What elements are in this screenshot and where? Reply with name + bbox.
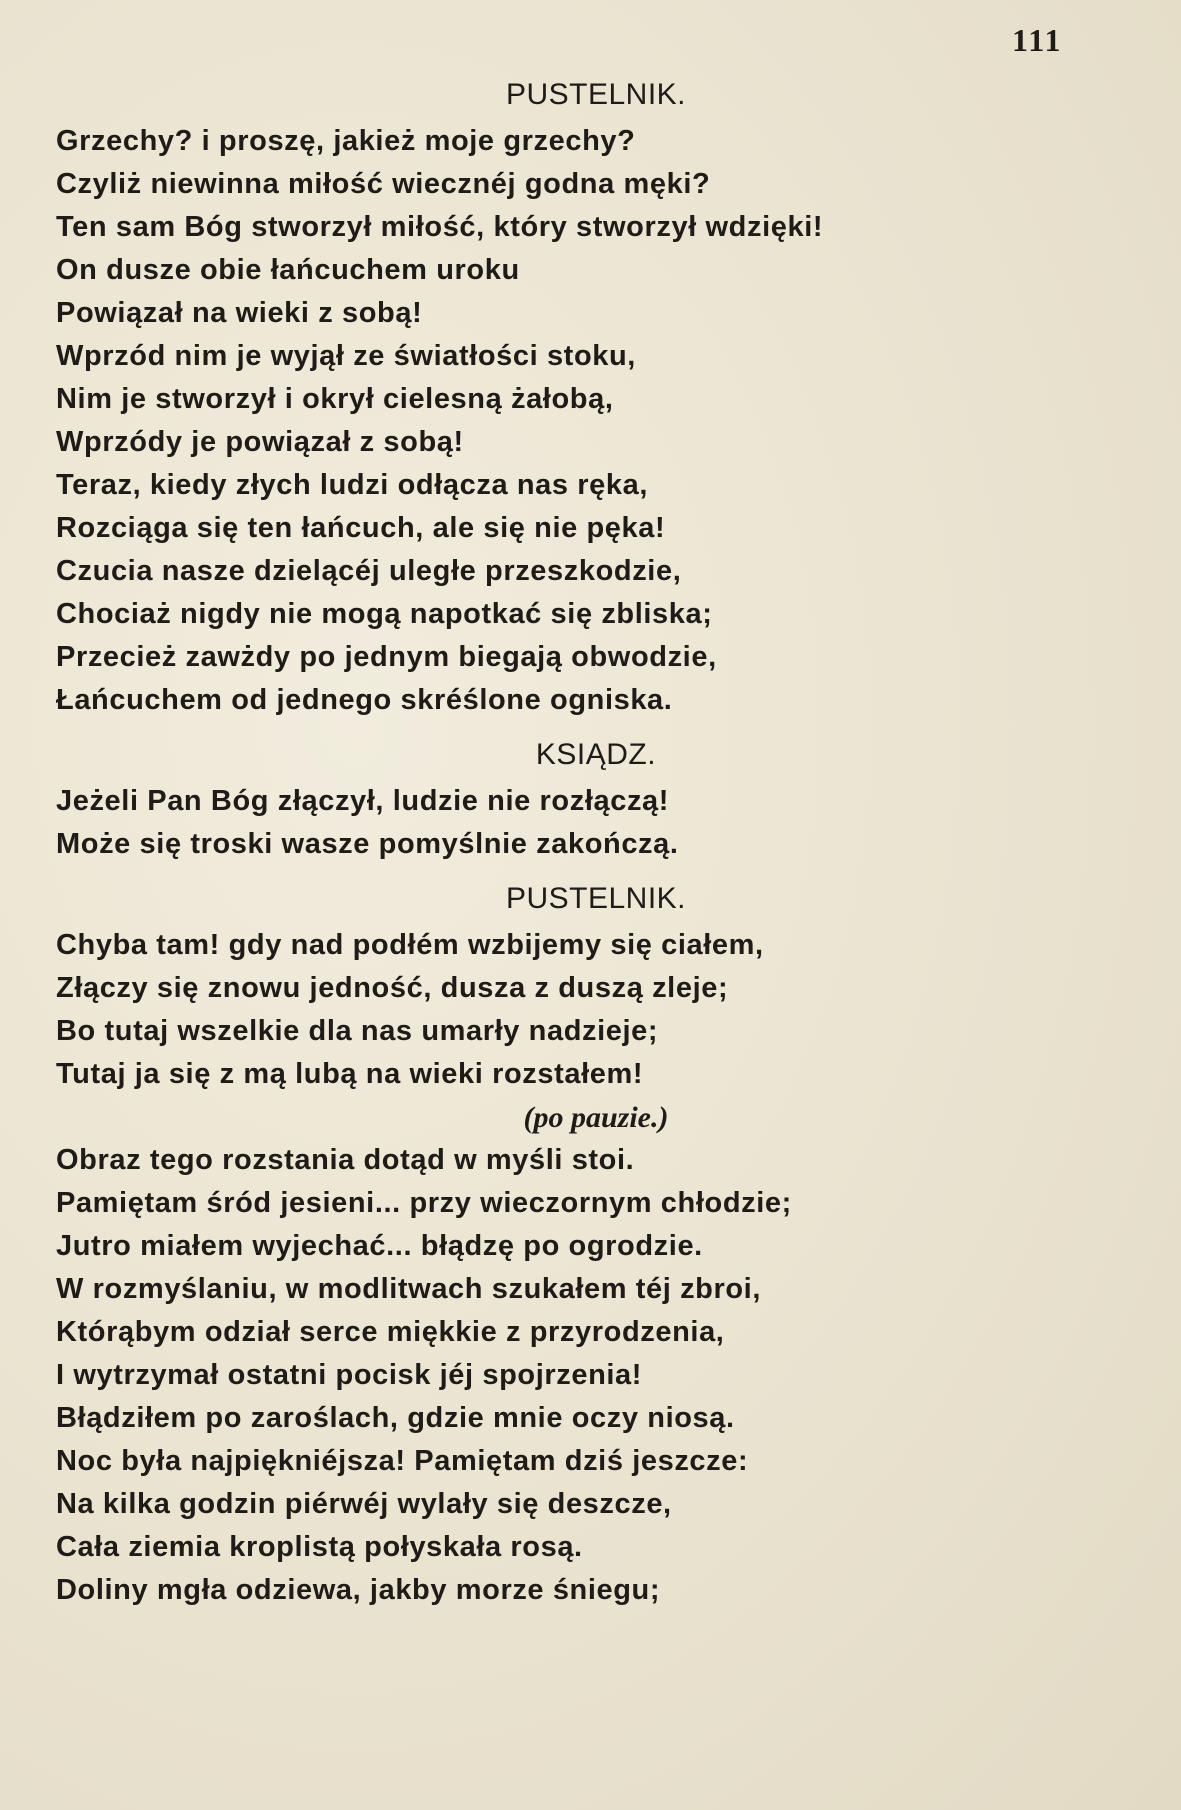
verse-line: W rozmyślaniu, w modlitwach szukałem téj zbroi,	[56, 1273, 761, 1305]
verse-line: Powiązał na wieki z sobą!	[56, 297, 423, 329]
verse-line: Cała ziemia kroplistą połyskała rosą.	[56, 1531, 583, 1563]
speaker-heading: PUSTELNIK.	[505, 78, 687, 111]
page-number: 111	[1012, 22, 1063, 58]
verse-line: Rozciąga się ten łańcuch, ale się nie pęka!	[56, 512, 666, 544]
verse-line: Jutro miałem wyjechać... błądzę po ogrodzie.	[56, 1230, 703, 1262]
verse-line: Nim je stworzył i okrył cielesną żałobą,	[56, 383, 614, 415]
verse-line: Łańcuchem od jednego skréślone ogniska.	[56, 684, 673, 716]
verse-line: Obraz tego rozstania dotąd w myśli stoi.	[56, 1144, 635, 1176]
verse-line: Bo tutaj wszelkie dla nas umarły nadzieje;	[56, 1015, 659, 1047]
verse-line: Przecież zawżdy po jednym biegają obwodzie,	[56, 641, 717, 673]
verse-line: Którąbym odział serce miękkie z przyrodzenia,	[56, 1316, 725, 1348]
verse-line: Teraz, kiedy złych ludzi odłącza nas ręka,	[56, 469, 649, 501]
verse-line: Pamiętam śród jesieni... przy wieczornym chłodzie;	[56, 1187, 792, 1219]
verse-stanza	[56, 780, 1136, 866]
verse-line: On dusze obie łańcuchem uroku	[56, 254, 520, 286]
verse-line: Ten sam Bóg stworzył miłość, który stworzył wdzięki!	[56, 211, 824, 243]
stage-direction: (po pauzie.)	[523, 1101, 669, 1134]
verse-line: Złączy się znowu jedność, dusza z duszą zleje;	[56, 972, 729, 1004]
speaker-heading: PUSTELNIK.	[505, 882, 687, 915]
poem-text	[56, 70, 1136, 1612]
verse-line: I wytrzymał ostatni pocisk jéj spojrzenia!	[56, 1359, 643, 1391]
verse-stanza	[56, 924, 1136, 1612]
verse-line: Grzechy? i proszę, jakież moje grzechy?	[56, 125, 636, 157]
verse-line: Czyliż niewinna miłość wiecznéj godna męki?	[56, 168, 711, 200]
verse-stanza	[56, 120, 1136, 722]
verse-line: Wprzód nim je wyjął ze światłości stoku,	[56, 340, 636, 372]
verse-line: Wprzódy je powiązał z sobą!	[56, 426, 464, 458]
verse-line: Chyba tam! gdy nad podłém wzbijemy się ciałem,	[56, 929, 764, 961]
verse-line: Jeżeli Pan Bóg złączył, ludzie nie rozłączą!	[56, 785, 670, 817]
verse-line: Noc była najpiękniéjsza! Pamiętam dziś jeszcze:	[56, 1445, 749, 1477]
verse-line: Czucia nasze dzielącéj uległe przeszkodzie,	[56, 555, 682, 587]
verse-line: Błądziłem po zaroślach, gdzie mnie oczy niosą.	[56, 1402, 735, 1434]
verse-line: Doliny mgła odziewa, jakby morze śniegu;	[56, 1574, 661, 1606]
verse-line: Może się troski wasze pomyślnie zakończą.	[56, 828, 679, 860]
speaker-heading: KSIĄDZ.	[535, 738, 657, 771]
verse-line: Na kilka godzin piérwéj wylały się deszcze,	[56, 1488, 672, 1520]
verse-line: Tutaj ja się z mą lubą na wieki rozstałem!	[56, 1058, 644, 1090]
verse-line: Chociaż nigdy nie mogą napotkać się zbliska;	[56, 598, 713, 630]
